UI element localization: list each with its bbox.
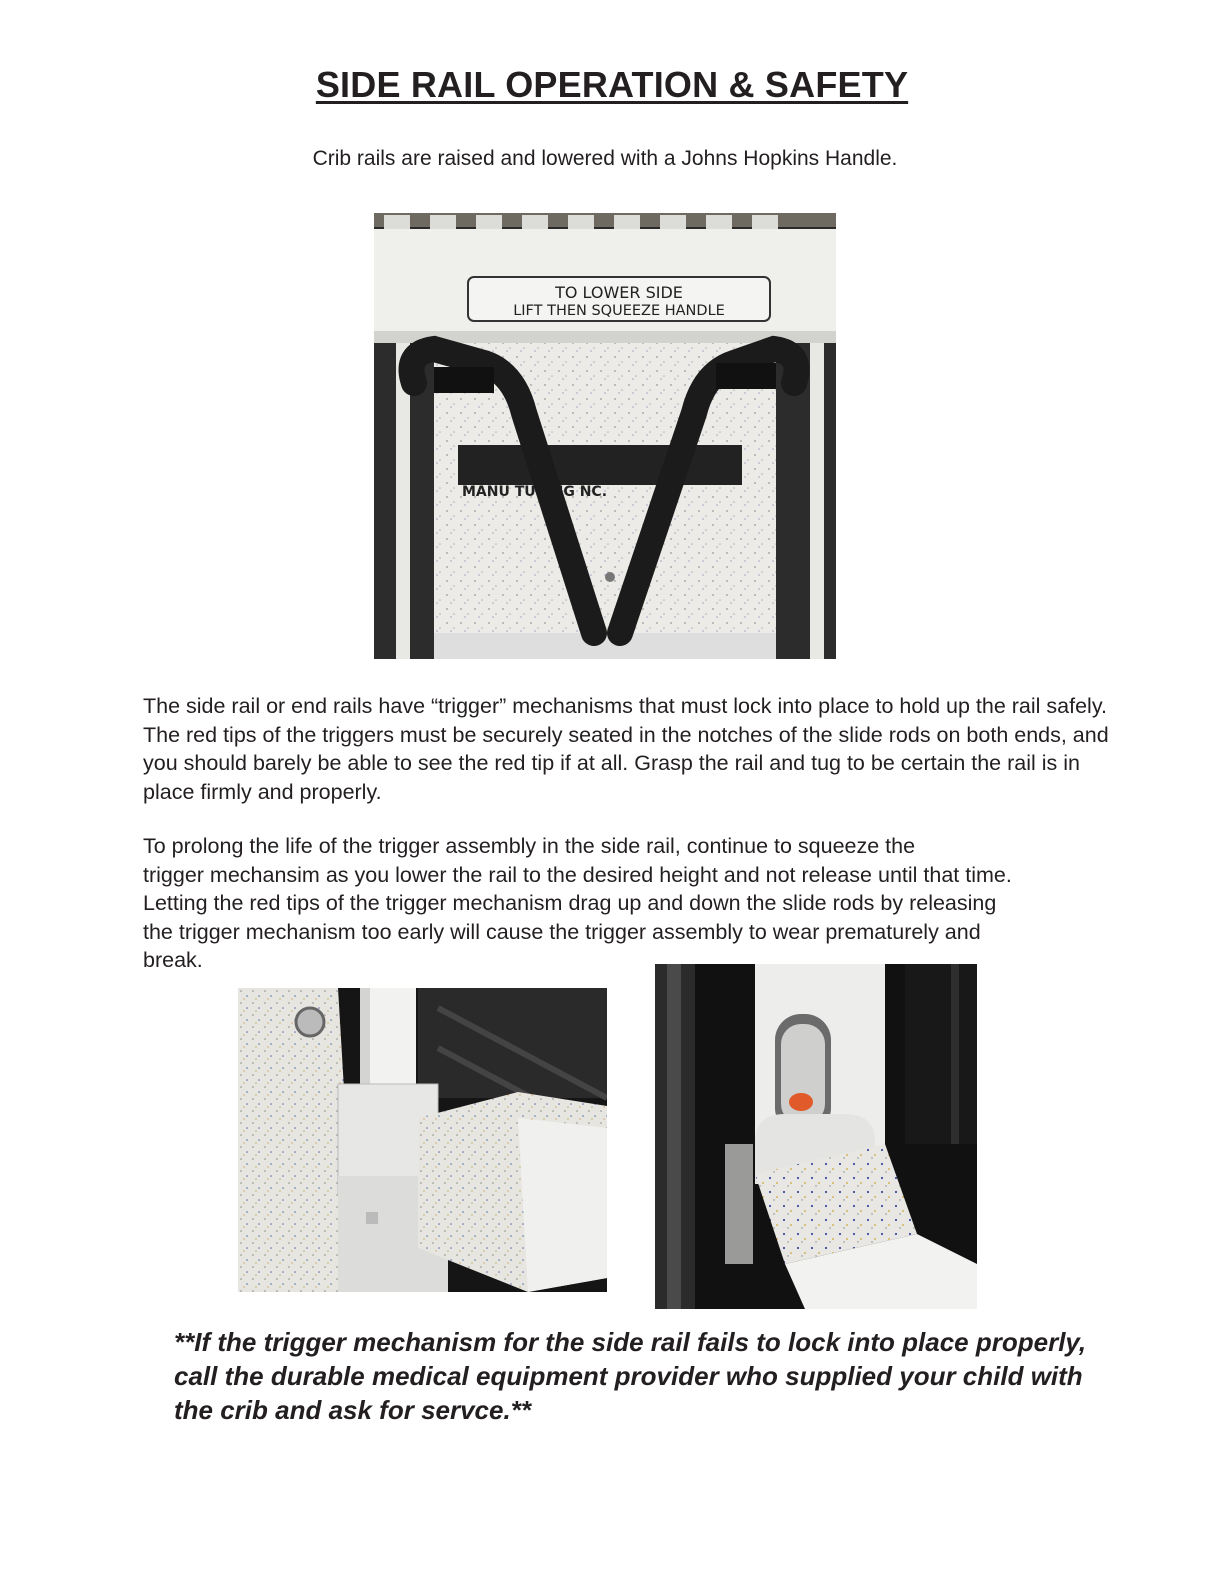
side-rail-photo-image bbox=[238, 988, 607, 1292]
handle-label-line-1: TO LOWER SIDE bbox=[555, 283, 683, 302]
handle-label-line-2: LIFT THEN SQUEEZE HANDLE bbox=[513, 303, 725, 319]
handle-photo bbox=[374, 213, 836, 659]
trigger-photo bbox=[655, 964, 977, 1309]
intro-text: Crib rails are raised and lowered with a Johns Hopkins Handle. bbox=[312, 147, 898, 170]
trigger-care-line: the trigger mechanism too early will cause the trigger assembly to wear prematurely and bbox=[143, 919, 981, 944]
side-rail-photo bbox=[238, 988, 607, 1292]
trigger-red-tip bbox=[789, 1093, 813, 1111]
trigger-care-paragraph bbox=[143, 832, 1118, 975]
trigger-care-line: To prolong the life of the trigger assembly in the side rail, continue to squeeze the bbox=[143, 834, 916, 858]
handle-brand-text: MANU TURING NC. bbox=[462, 484, 608, 500]
trigger-care-line: Letting the red tips of the trigger mechanism drag up and down the slide rods by releasing bbox=[143, 891, 997, 915]
handle-photo-image bbox=[374, 213, 836, 659]
trigger-photo-image bbox=[655, 964, 977, 1309]
trigger-care-line: break. bbox=[143, 948, 203, 972]
trigger-care-line: trigger mechansim as you lower the rail to the desired height and not release until that time. bbox=[143, 862, 1012, 887]
page-title: SIDE RAIL OPERATION & SAFETY bbox=[315, 64, 909, 105]
service-note: **If the trigger mechanism for the side rail fails to lock into place properly, call the durable medical equipment provider who supplied your child with the crib and ask for servce.** bbox=[174, 1327, 1087, 1425]
trigger-mechanism-paragraph: The side rail or end rails have “trigger” mechanisms that must lock into place to hold up the rail safely. The red tips of the triggers must be securely seated in the notches of the slide rods on both ends, and you should barely be able to see the red tip if at all. Grasp the rail and tug to be certain the rail is in place firmly and properly. bbox=[143, 694, 1109, 804]
